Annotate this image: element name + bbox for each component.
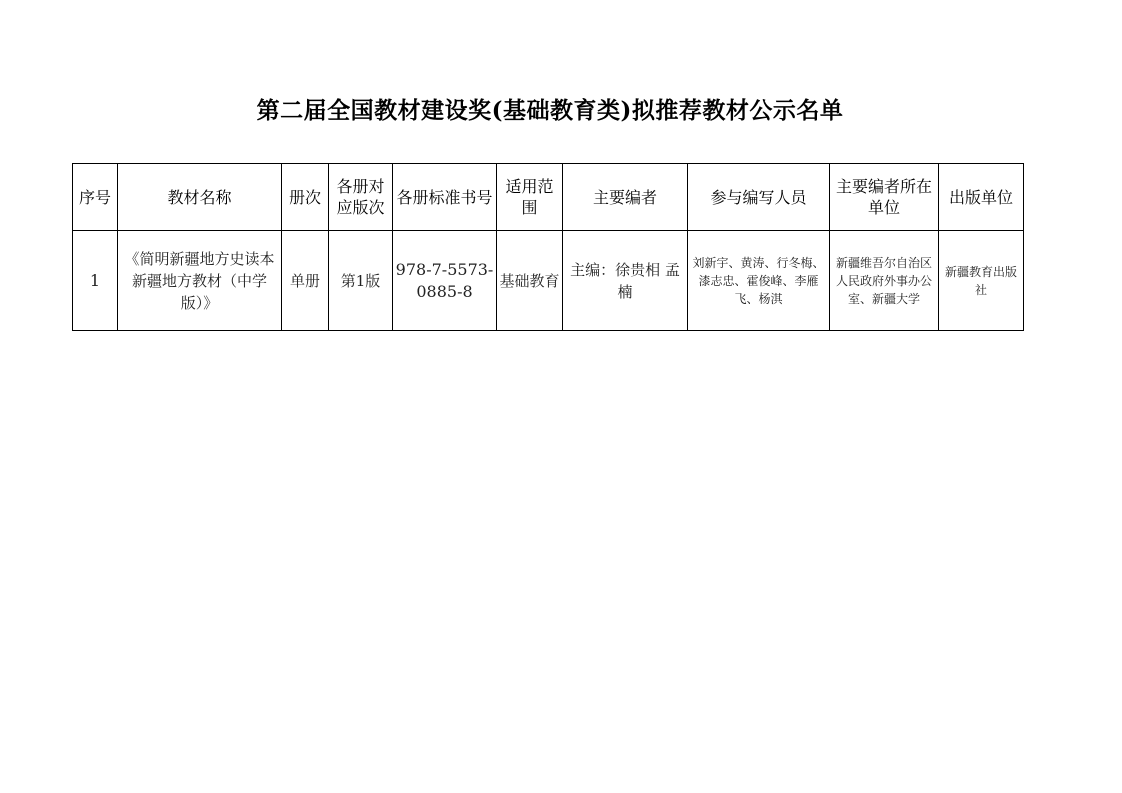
header-chief-editors: 主要编者 bbox=[563, 164, 688, 231]
cell-scope: 基础教育 bbox=[497, 231, 563, 331]
header-publisher: 出版单位 bbox=[939, 164, 1024, 231]
cell-volume: 单册 bbox=[282, 231, 329, 331]
header-edition: 各册对应版次 bbox=[329, 164, 393, 231]
table-header-row bbox=[73, 164, 1024, 231]
header-editor-affiliation: 主要编者所在单位 bbox=[830, 164, 939, 231]
header-volume: 册次 bbox=[282, 164, 329, 231]
textbook-list-table bbox=[72, 163, 1024, 331]
cell-index: 1 bbox=[73, 231, 118, 331]
cell-editor-affiliation: 新疆维吾尔自治区人民政府外事办公室、新疆大学 bbox=[830, 231, 939, 331]
table-row bbox=[73, 231, 1024, 331]
cell-textbook-name: 《简明新疆地方史读本 新疆地方教材（中学版）》 bbox=[118, 231, 282, 331]
header-index: 序号 bbox=[73, 164, 118, 231]
cell-contributors: 刘新宇、黄涛、行冬梅、漆志忠、霍俊峰、李雁飞、杨淇 bbox=[688, 231, 830, 331]
cell-chief-editors: 主编：徐贵相 孟楠 bbox=[563, 231, 688, 331]
header-scope: 适用范围 bbox=[497, 164, 563, 231]
page-title: 第二届全国教材建设奖(基础教育类)拟推荐教材公示名单 bbox=[256, 97, 844, 124]
cell-isbn: 978-7-5573-0885-8 bbox=[393, 231, 497, 331]
header-textbook-name: 教材名称 bbox=[118, 164, 282, 231]
cell-publisher: 新疆教育出版社 bbox=[939, 231, 1024, 331]
cell-edition: 第1版 bbox=[329, 231, 393, 331]
header-contributors: 参与编写人员 bbox=[688, 164, 830, 231]
header-isbn: 各册标准书号 bbox=[393, 164, 497, 231]
